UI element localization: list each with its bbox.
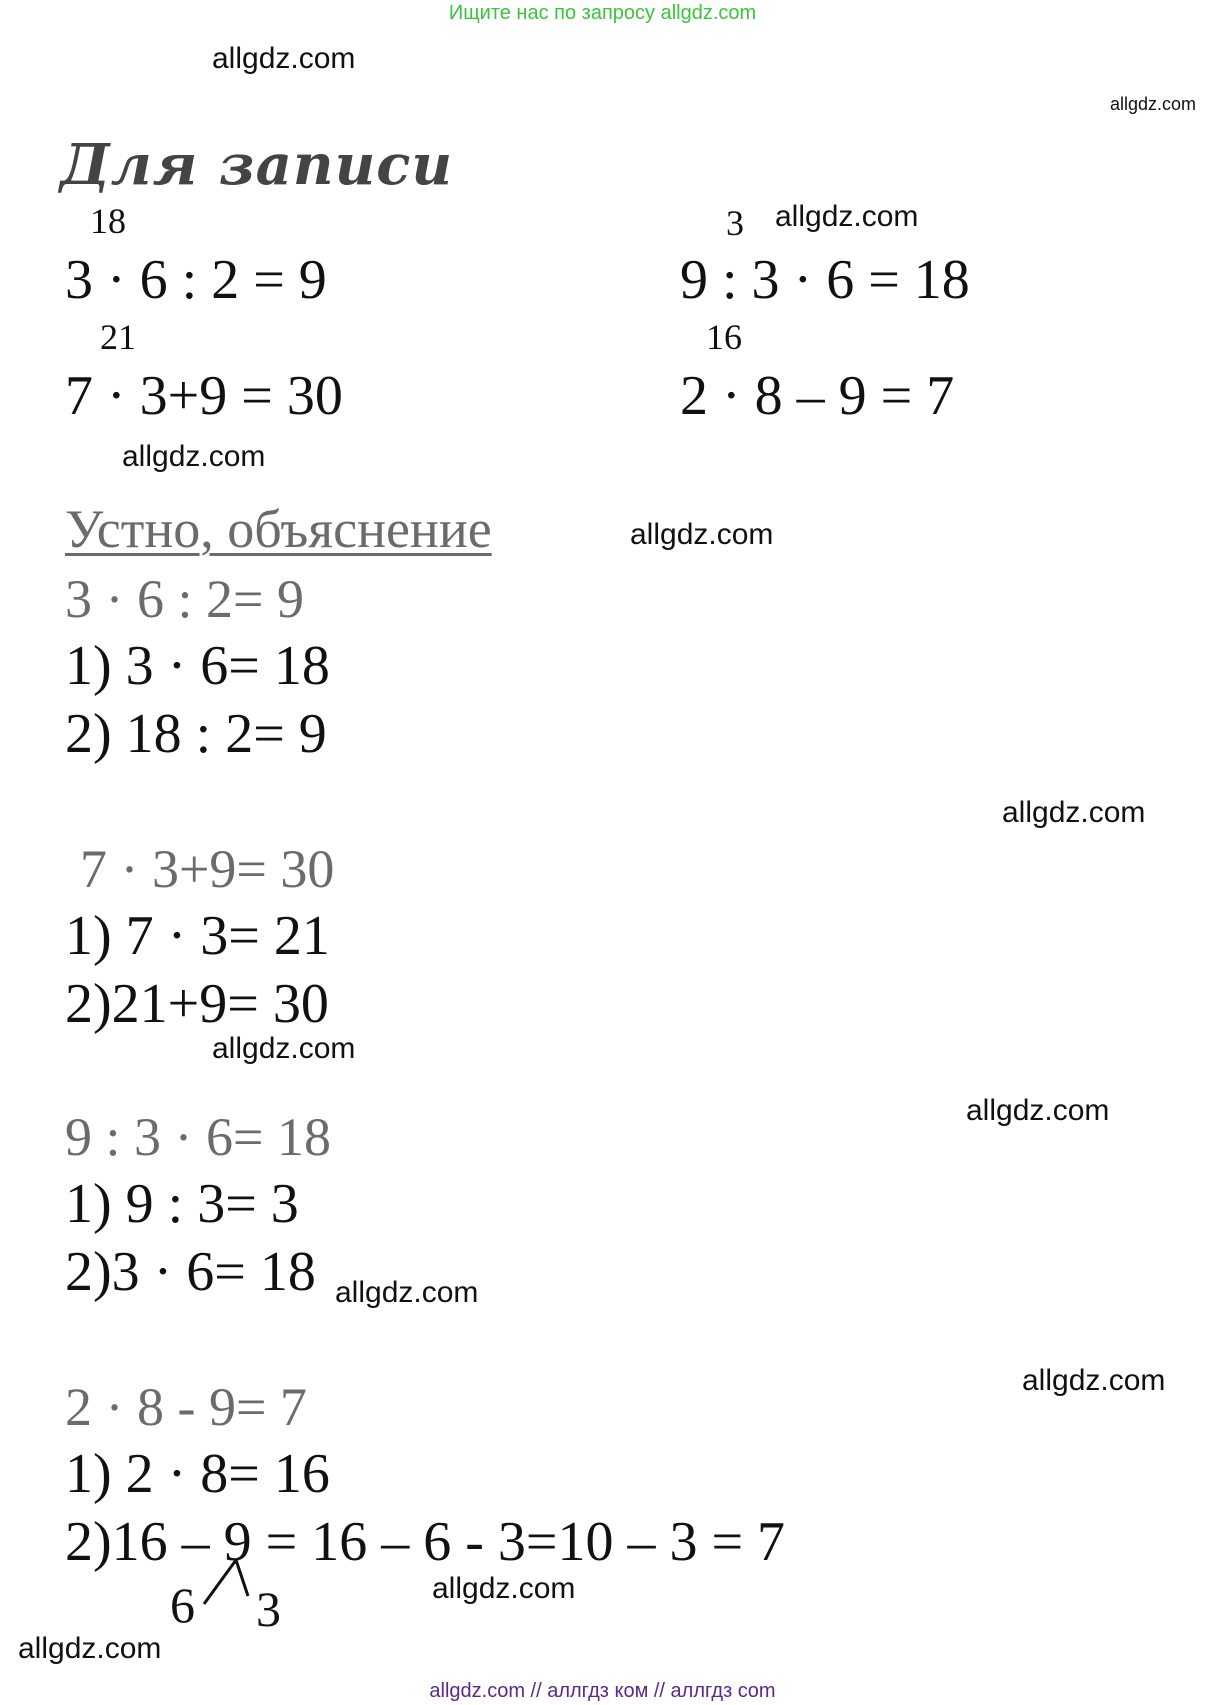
watermark: allgdz.com xyxy=(212,42,356,75)
oral-step: 2)16 – 9 = 16 – 6 - 3=10 – 3 = 7 xyxy=(65,1511,786,1573)
oral-expression: 7 · 3+9= 30 xyxy=(80,839,335,899)
oral-step: 1) 2 · 8= 16 xyxy=(65,1443,330,1505)
watermark: allgdz.com xyxy=(775,200,919,233)
footer-links[interactable]: allgdz.com // аллгдз ком // аллгдз com xyxy=(429,1680,776,1702)
watermark: allgdz.com xyxy=(966,1094,1110,1127)
oral-expression: 9 : 3 · 6= 18 xyxy=(65,1107,331,1167)
oral-step: 2)3 · 6= 18 xyxy=(65,1241,316,1303)
split-left-number: 6 xyxy=(170,1577,195,1633)
oral-step: 2)21+9= 30 xyxy=(65,973,329,1035)
split-right-number: 3 xyxy=(256,1581,281,1637)
watermark: allgdz.com xyxy=(1002,796,1146,829)
hint-number: 3 xyxy=(726,203,744,243)
watermark: allgdz.com xyxy=(212,1032,356,1065)
oral-expression: 2 · 8 - 9= 7 xyxy=(65,1377,307,1437)
oral-step: 2) 18 : 2= 9 xyxy=(65,703,327,765)
watermark: allgdz.com xyxy=(630,518,774,551)
watermark: allgdz.com xyxy=(122,440,266,473)
oral-expression: 3 · 6 : 2= 9 xyxy=(65,569,304,629)
section-title-oral: Устно, объяснение xyxy=(65,499,492,559)
hint-number: 18 xyxy=(90,201,126,241)
watermark: allgdz.com xyxy=(335,1276,479,1309)
watermark: allgdz.com xyxy=(18,1632,162,1665)
watermark: allgdz.com xyxy=(432,1572,576,1605)
top-banner[interactable]: Ищите нас по запросу allgdz.com xyxy=(448,2,757,24)
expression: 7 · 3+9 = 30 xyxy=(65,365,343,427)
section-title-record: Для записи xyxy=(60,132,454,198)
oral-step: 1) 3 · 6= 18 xyxy=(65,635,330,697)
hint-number: 16 xyxy=(706,317,742,357)
expression: 9 : 3 · 6 = 18 xyxy=(680,249,970,311)
watermark: allgdz.com xyxy=(1110,94,1197,114)
watermark: allgdz.com xyxy=(1022,1364,1166,1397)
expression: 3 · 6 : 2 = 9 xyxy=(65,249,327,311)
hint-number: 21 xyxy=(100,317,136,357)
oral-step: 1) 7 · 3= 21 xyxy=(65,905,330,967)
expression: 2 · 8 – 9 = 7 xyxy=(680,365,955,427)
oral-step: 1) 9 : 3= 3 xyxy=(65,1173,299,1235)
